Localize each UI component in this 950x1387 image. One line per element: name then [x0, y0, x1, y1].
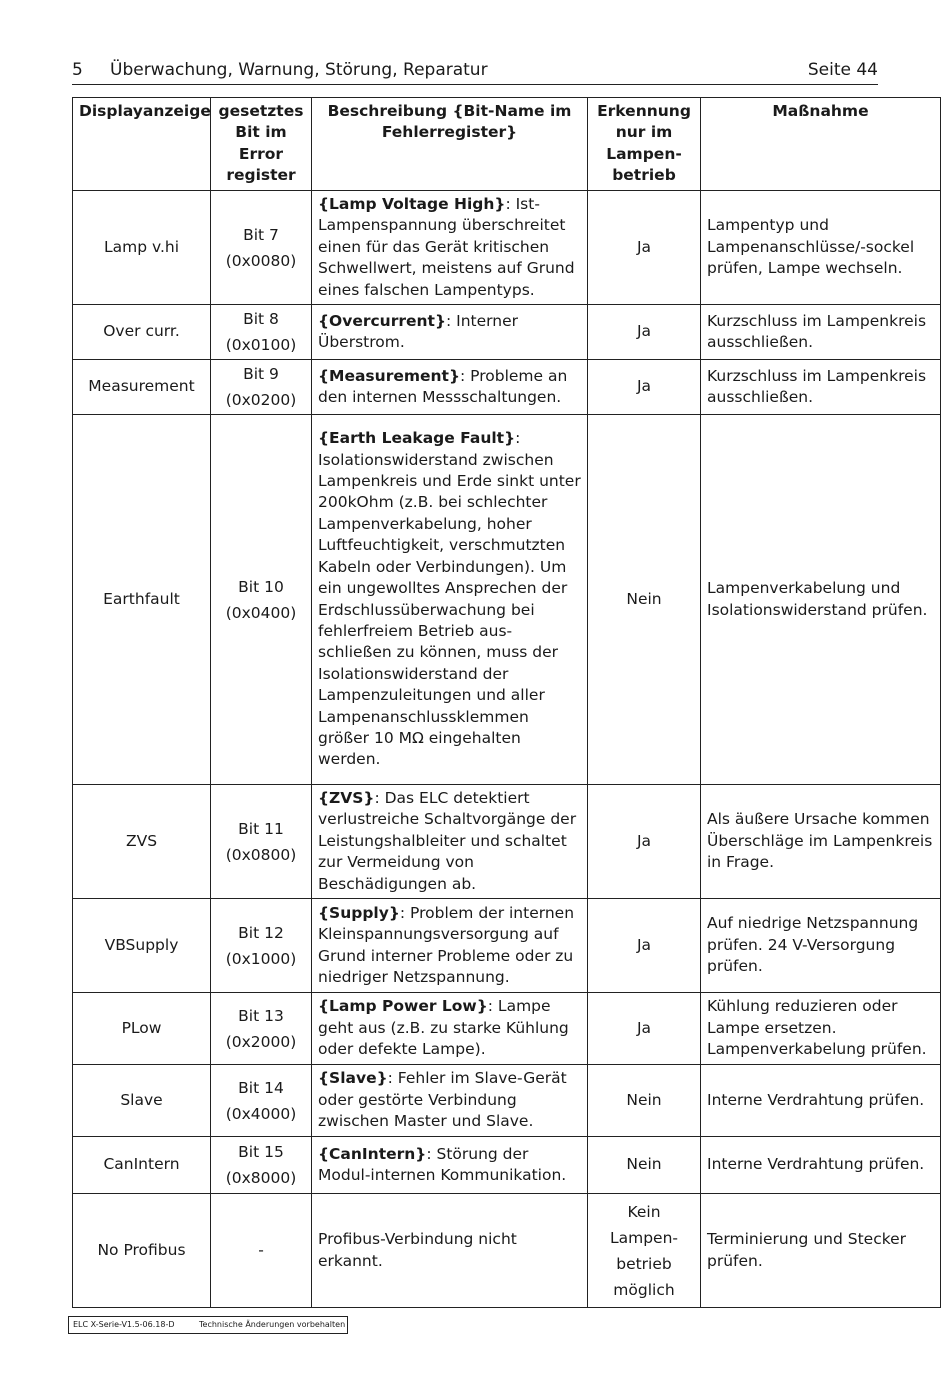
table-row [73, 415, 941, 785]
bit-cell [211, 191, 312, 305]
bit-cell [211, 305, 312, 360]
header-display: Displayanzeige [73, 98, 211, 191]
description-cell [312, 415, 588, 785]
description-text: : Ist-Lampenspannung überschreitet einen für das Gerät kritischen Schwellwert, meistens auf Grund eines falschen Lampentyps. [318, 194, 575, 299]
bit-hex: (0x8000) [225, 1169, 297, 1187]
bit-name: {Supply} [318, 903, 400, 922]
table-row [73, 305, 941, 360]
bit-label: Bit 9 [243, 365, 279, 383]
detection-cell: Ja [588, 305, 701, 360]
description-cell [312, 360, 588, 415]
header-detection: Erkennung nur im Lampen-betrieb [588, 98, 701, 191]
description-cell [312, 899, 588, 993]
header-action: Maßnahme [701, 98, 941, 191]
display-cell: ZVS [73, 785, 211, 899]
table-header-row [73, 98, 941, 191]
description-cell [312, 1065, 588, 1137]
bit-cell [211, 993, 312, 1065]
action-cell: Interne Verdrahtung prüfen. [701, 1137, 941, 1194]
table-row [73, 1137, 941, 1194]
bit-name: {ZVS} [318, 788, 375, 807]
display-cell: PLow [73, 993, 211, 1065]
action-cell: Interne Verdrahtung prüfen. [701, 1065, 941, 1137]
description-text: : Fehler im Slave-Gerät oder gestörte Verbindung zwischen Master und Slave. [318, 1069, 567, 1131]
bit-name: {Measurement} [318, 366, 460, 385]
description-text: : Lampe geht aus (z.B. zu starke Kühlung oder defekte Lampe). [318, 997, 569, 1059]
action-cell: Kurzschluss im Lampenkreis ausschließen. [701, 360, 941, 415]
bit-name: {Overcurrent} [318, 311, 446, 330]
detection-cell: Nein [588, 1065, 701, 1137]
display-cell: Earthfault [73, 415, 211, 785]
description-text: : Problem der internen Kleinspannungsversorgung auf Grund interner Probleme oder zu niedriger Netzspannung. [318, 903, 575, 986]
bit-name: {Earth Leakage Fault} [318, 429, 516, 448]
bit-cell [211, 360, 312, 415]
header-bit: gesetztes Bit im Error register [211, 98, 312, 191]
description-text: : Isolationswiderstand zwischen Lampenkreis und Erde sinkt unter 200kOhm (z.B. bei schlechter Lampenverkabelung, hoher Luftfeuchtigkeit, verschmutzten Kabeln oder Verbindungen). Um ein ungewolltes Ansprechen der Erdschlussüberwachung bei fehlerfreiem Betrieb aus-schließen zu können, muss der Isolationswiderstand der Lampenzuleitungen und aller Lampenanschlussklemmen größer 10 MΩ eingehalten werden. [318, 429, 581, 769]
detection-cell: Nein [588, 415, 701, 785]
bit-cell [211, 1137, 312, 1194]
display-cell: VBSupply [73, 899, 211, 993]
display-cell: No Profibus [73, 1194, 211, 1308]
table-row [73, 785, 941, 899]
page-footer [68, 1316, 348, 1334]
bit-hex: (0x2000) [225, 1032, 297, 1051]
error-table [72, 97, 941, 1308]
description-cell [312, 191, 588, 305]
bit-hex: (0x1000) [225, 949, 297, 968]
bit-cell [211, 785, 312, 899]
chapter-number: 5 [72, 60, 83, 80]
bit-label: Bit 7 [243, 225, 279, 244]
page-number: Seite 44 [807, 60, 878, 80]
description-cell [312, 305, 588, 360]
table-row [73, 899, 941, 993]
bit-cell [211, 1065, 312, 1137]
table-row [73, 191, 941, 305]
bit-hex: (0x0080) [225, 251, 297, 270]
bit-name: {Lamp Voltage High} [318, 194, 506, 213]
description-cell [312, 993, 588, 1065]
detection-cell: Ja [588, 360, 701, 415]
bit-cell [211, 899, 312, 993]
header-description: Beschreibung {Bit-Name im Fehlerregister} [312, 98, 588, 191]
detection-cell: Ja [588, 993, 701, 1065]
bit-label: Bit 13 [238, 1006, 284, 1025]
action-cell: Terminierung und Stecker prüfen. [701, 1194, 941, 1308]
bit-label: Bit 8 [243, 310, 279, 328]
chapter-title: Überwachung, Warnung, Störung, Reparatur [110, 60, 488, 80]
bit-cell: - [211, 1194, 312, 1308]
bit-label: Bit 10 [238, 577, 284, 596]
bit-label: Bit 14 [238, 1078, 284, 1097]
description-cell [312, 1137, 588, 1194]
page-header [72, 58, 878, 85]
table-row [73, 1194, 941, 1308]
display-cell: Over curr. [73, 305, 211, 360]
action-cell: Lampenverkabelung und Isolationswiderstand prüfen. [701, 415, 941, 785]
table-row [73, 1065, 941, 1137]
description-text: : Das ELC detektiert verlustreiche Schaltvorgänge der Leistungshalbleiter und schaltet zur Vermeidung von Beschädigungen ab. [318, 788, 577, 893]
detection-cell: Kein Lampen-betrieb möglich [588, 1194, 701, 1308]
description-text: : Probleme an den internen Messschaltungen. [318, 366, 568, 406]
action-cell: Lampentyp und Lampenanschlüsse/-sockel prüfen, Lampe wechseln. [701, 191, 941, 305]
bit-label: Bit 15 [238, 1143, 284, 1161]
document-id: ELC X-Serie-V1.5-06.18-D [73, 1320, 175, 1329]
display-cell: Lamp v.hi [73, 191, 211, 305]
detection-cell: Ja [588, 899, 701, 993]
detection-cell: Ja [588, 191, 701, 305]
description-text: : Interner Überstrom. [318, 311, 518, 351]
action-cell: Kurzschluss im Lampenkreis ausschließen. [701, 305, 941, 360]
footer-note: Technische Änderungen vorbehalten [199, 1320, 346, 1329]
table-row [73, 360, 941, 415]
bit-hex: (0x0200) [225, 391, 297, 409]
description-cell: Profibus-Verbindung nicht erkannt. [312, 1194, 588, 1308]
bit-name: {Lamp Power Low} [318, 997, 488, 1016]
bit-name: {CanIntern} [318, 1144, 427, 1163]
bit-hex: (0x0800) [225, 845, 297, 864]
description-text: : Störung der Modul-internen Kommunikation. [318, 1144, 567, 1184]
bit-label: Bit 11 [238, 819, 284, 838]
description-cell [312, 785, 588, 899]
table-row [73, 993, 941, 1065]
display-cell: Measurement [73, 360, 211, 415]
bit-hex: (0x4000) [225, 1104, 297, 1123]
bit-name: {Slave} [318, 1069, 388, 1088]
action-cell: Kühlung reduzieren oder Lampe ersetzen. Lampenverkabelung prüfen. [701, 993, 941, 1065]
detection-cell: Nein [588, 1137, 701, 1194]
detection-cell: Ja [588, 785, 701, 899]
display-cell: Slave [73, 1065, 211, 1137]
action-cell: Als äußere Ursache kommen Überschläge im Lampenkreis in Frage. [701, 785, 941, 899]
bit-hex: (0x0100) [225, 336, 297, 354]
display-cell: CanIntern [73, 1137, 211, 1194]
bit-cell [211, 415, 312, 785]
bit-label: Bit 12 [238, 923, 284, 942]
bit-hex: (0x0400) [225, 603, 297, 622]
action-cell: Auf niedrige Netzspannung prüfen. 24 V-Versorgung prüfen. [701, 899, 941, 993]
